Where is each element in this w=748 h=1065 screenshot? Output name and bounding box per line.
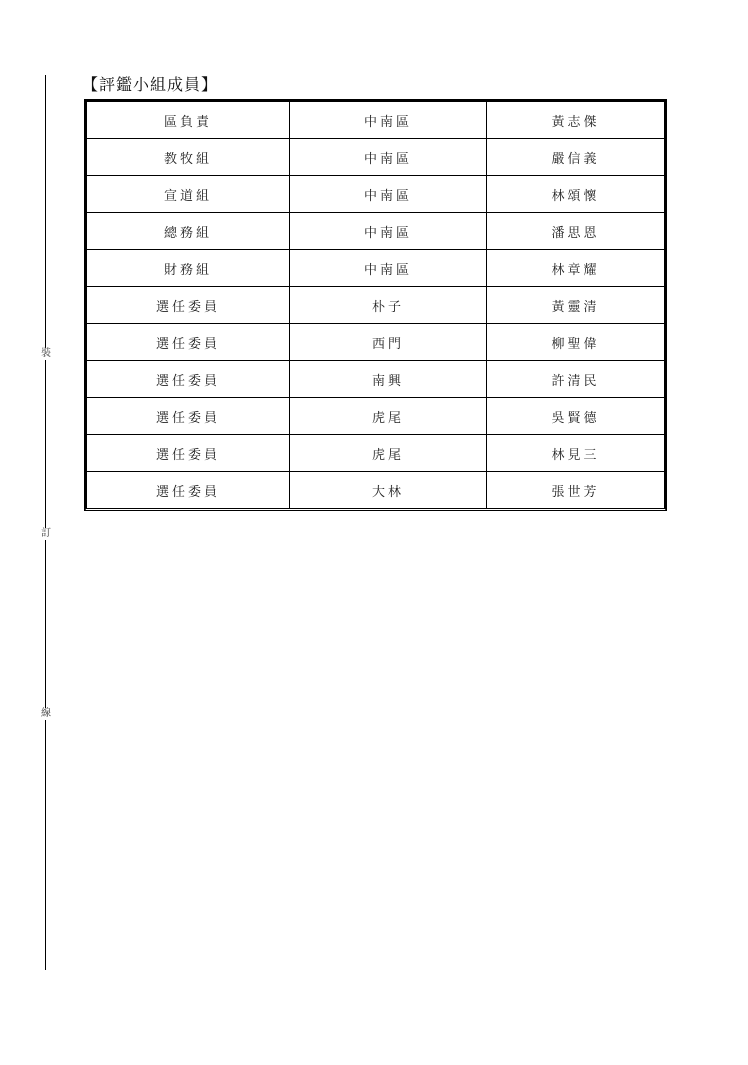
role-cell: 總務組 (87, 213, 290, 250)
area-cell: 虎尾 (290, 435, 487, 472)
name-cell: 柳聖偉 (487, 324, 665, 361)
area-cell: 中南區 (290, 102, 487, 139)
name-cell: 許清民 (487, 361, 665, 398)
name-cell: 嚴信義 (487, 139, 665, 176)
name-cell: 林章耀 (487, 250, 665, 287)
area-cell: 西門 (290, 324, 487, 361)
name-cell: 吳賢德 (487, 398, 665, 435)
role-cell: 選任委員 (87, 398, 290, 435)
name-cell: 潘思恩 (487, 213, 665, 250)
area-cell: 南興 (290, 361, 487, 398)
area-cell: 虎尾 (290, 398, 487, 435)
members-table-body (87, 102, 664, 508)
binding-mark-zhuang: 裝 (41, 348, 51, 359)
area-cell: 中南區 (290, 139, 487, 176)
name-cell: 張世芳 (487, 472, 665, 509)
role-cell: 區負責 (87, 102, 290, 139)
table-row (87, 287, 664, 324)
name-cell: 黃靈清 (487, 287, 665, 324)
area-cell: 中南區 (290, 213, 487, 250)
role-cell: 選任委員 (87, 324, 290, 361)
binding-line (45, 75, 46, 970)
table-row (87, 361, 664, 398)
role-cell: 教牧組 (87, 139, 290, 176)
name-cell: 黃志傑 (487, 102, 665, 139)
table-row (87, 435, 664, 472)
table-row (87, 324, 664, 361)
table-row (87, 472, 664, 509)
area-cell: 中南區 (290, 176, 487, 213)
table-row (87, 398, 664, 435)
area-cell: 大林 (290, 472, 487, 509)
table-row (87, 213, 664, 250)
table-row (87, 176, 664, 213)
name-cell: 林頌懷 (487, 176, 665, 213)
role-cell: 財務組 (87, 250, 290, 287)
table-row (87, 139, 664, 176)
role-cell: 宣道組 (87, 176, 290, 213)
section-title: 【評鑑小組成員】 (82, 75, 219, 94)
name-cell: 林見三 (487, 435, 665, 472)
role-cell: 選任委員 (87, 472, 290, 509)
binding-mark-ding: 訂 (41, 528, 51, 539)
role-cell: 選任委員 (87, 435, 290, 472)
members-table (84, 99, 667, 511)
area-cell: 朴子 (290, 287, 487, 324)
table-row (87, 102, 664, 139)
binding-mark-xian: 線 (41, 708, 51, 719)
role-cell: 選任委員 (87, 361, 290, 398)
area-cell: 中南區 (290, 250, 487, 287)
table-row (87, 250, 664, 287)
role-cell: 選任委員 (87, 287, 290, 324)
